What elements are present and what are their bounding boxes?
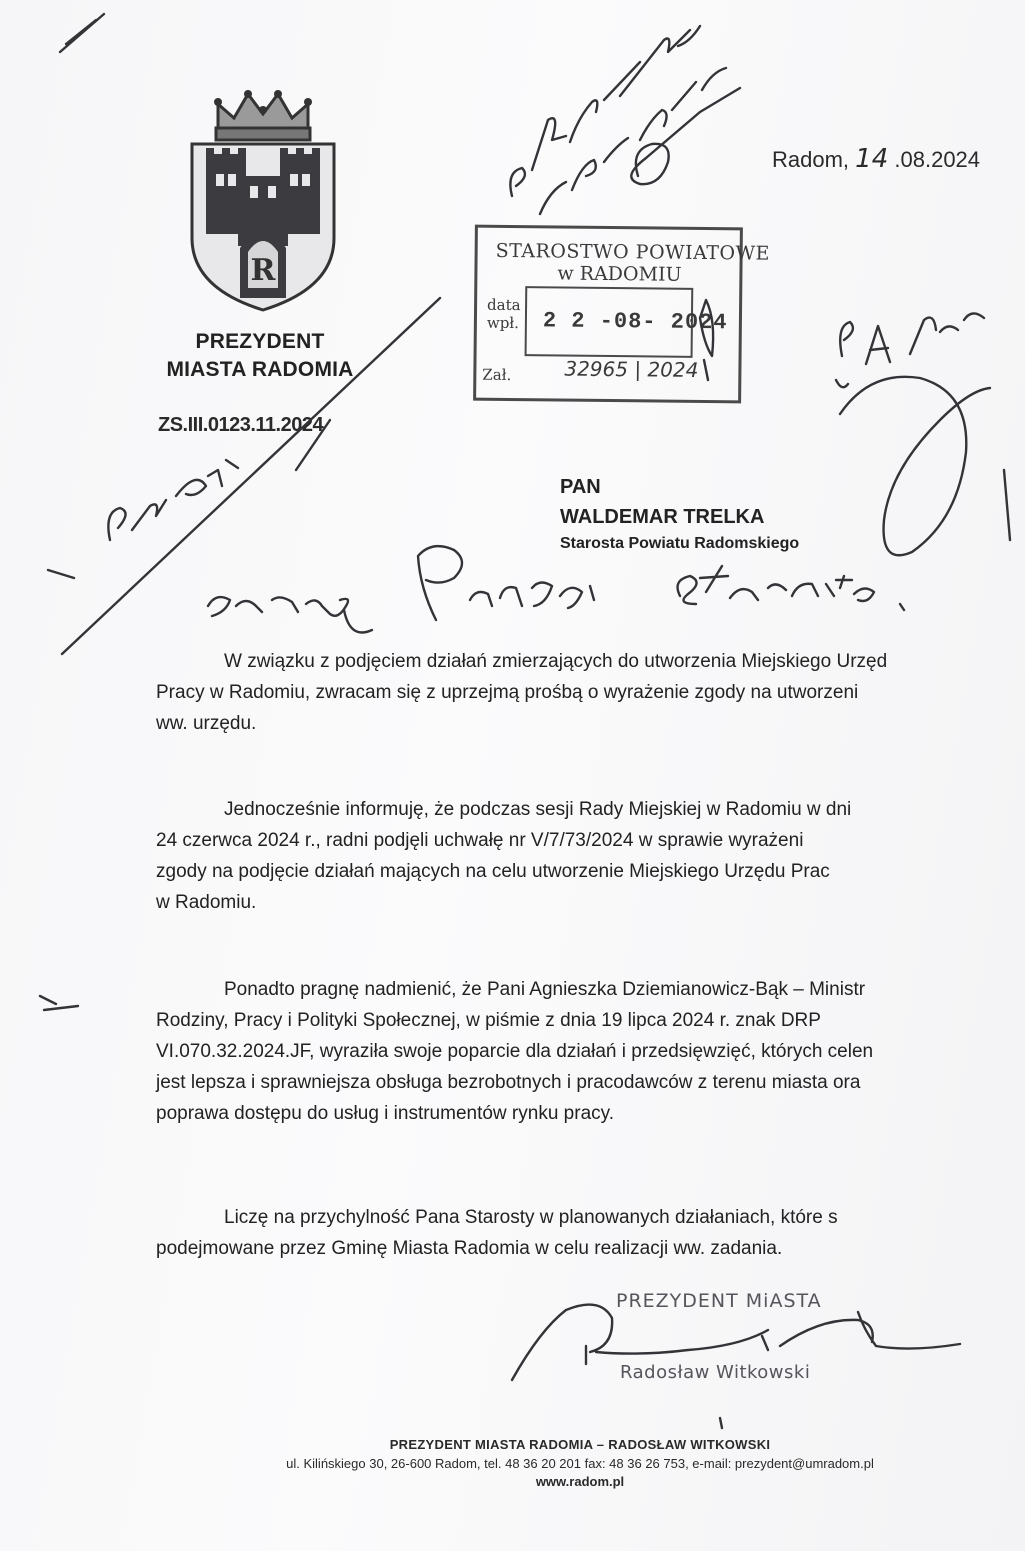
signature-tick bbox=[720, 1418, 722, 1428]
stamp-label-zal: Zał. bbox=[482, 365, 512, 384]
p1-line-3: ww. urzędu. bbox=[156, 713, 257, 734]
footer-website: www.radom.pl bbox=[535, 1474, 625, 1489]
recipient-name: WALDEMAR TRELKA bbox=[560, 506, 765, 528]
p4-line-1: Liczę na przychylność Pana Starosty w planowanych działaniach, które s bbox=[224, 1207, 838, 1228]
stamp-label-wpl: wpł. bbox=[486, 313, 520, 333]
issuer-line-1: PREZYDENT bbox=[195, 330, 325, 353]
date-month-year: .08.2024 bbox=[894, 147, 981, 172]
stamp-office-city: w RADOMIU bbox=[557, 262, 682, 286]
stamp-registry-number: 32965 | 2024 bbox=[564, 356, 699, 382]
p3-line-2: Rodziny, Pracy i Polityki Społecznej, w piśmie z dnia 19 lipca 2024 r. znak DRP bbox=[156, 1010, 821, 1031]
diagonal-stroke-left bbox=[62, 298, 440, 654]
date-day-handwritten: 14 bbox=[855, 144, 889, 174]
p2-line-2: 24 czerwca 2024 r., radni podjęli uchwałę nr V/7/73/2024 w sprawie wyrażeni bbox=[156, 830, 804, 851]
reference-number: ZS.III.0123.11.2024 bbox=[158, 414, 324, 436]
stamp-label-data: data bbox=[486, 295, 521, 315]
p2-line-1: Jednocześnie informuję, że podczas sesji Rady Miejskiej w Radomiu w dni bbox=[224, 799, 852, 820]
p1-line-1: W związku z podjęciem działań zmierzających do utworzenia Miejskiego Urzęd bbox=[224, 651, 888, 672]
handwritten-salutation bbox=[208, 597, 372, 632]
margin-mark-middle bbox=[40, 996, 78, 1010]
p3-line-1: Ponadto pragnę nadmienić, że Pani Agnieszka Dziemianowicz-Bąk – Ministr bbox=[224, 979, 866, 1000]
corner-scribble bbox=[60, 14, 104, 52]
stamp-office-name: STAROSTWO POWIATOWE bbox=[495, 239, 771, 265]
svg-text:R: R bbox=[250, 253, 276, 288]
p3-line-4: jest lepsza i sprawniejsza obsługa bezrobotnych i pracodawców z terenu miasta ora bbox=[156, 1072, 861, 1093]
signature-stamp-name: Radosław Witkowski bbox=[620, 1362, 811, 1383]
recipient-salutation: PAN bbox=[560, 476, 601, 498]
issuer-line-2: MIASTA RADOMIA bbox=[166, 358, 354, 381]
handwritten-salutation-panie bbox=[418, 546, 594, 620]
stamp-quill bbox=[700, 300, 713, 380]
margin-mark-left bbox=[48, 570, 74, 578]
p2-line-4: w Radomiu. bbox=[156, 892, 257, 913]
handwritten-pr-note bbox=[108, 460, 238, 540]
handwritten-initial-loop bbox=[631, 88, 740, 184]
place-label: Radom, bbox=[772, 147, 850, 172]
recipient-position: Starosta Powiatu Radomskiego bbox=[560, 535, 800, 552]
stamp-received-date: 2 2 -08- 2024 bbox=[542, 308, 728, 336]
p1-line-2: Pracy w Radomiu, zwracam się z uprzejmą prośbą o wyrażenie zgody na utworzeni bbox=[156, 682, 859, 703]
p3-line-3: VI.070.32.2024.JF, wyraziła swoje poparcie dla działań i przedsięwzięć, których celen bbox=[156, 1041, 874, 1062]
handwritten-salutation-starosto bbox=[678, 566, 904, 610]
president-signature bbox=[512, 1305, 960, 1380]
footer-contact: ul. Kilińskiego 30, 26-600 Radom, tel. 48 36 20 201 fax: 48 36 26 753, e-mail: prezydent@umradom.pl bbox=[286, 1456, 874, 1471]
handwritten-top-note bbox=[510, 26, 726, 214]
p2-line-3: zgody na podjęcie działań mających na celu utworzenie Miejskiego Urzędu Prac bbox=[156, 861, 830, 882]
handwritten-right-swoop bbox=[840, 377, 1010, 555]
p4-line-2: podejmowane przez Gminę Miasta Radomia w celu realizacji ww. zadania. bbox=[156, 1238, 783, 1259]
p3-line-5: poprawa dostępu do usług i instrumentów rynku pracy. bbox=[156, 1103, 615, 1124]
signature-stamp-title: PREZYDENT MiASTA bbox=[616, 1290, 822, 1312]
footer-office: PREZYDENT MIASTA RADOMIA – RADOSŁAW WITKOWSKI bbox=[389, 1437, 771, 1452]
